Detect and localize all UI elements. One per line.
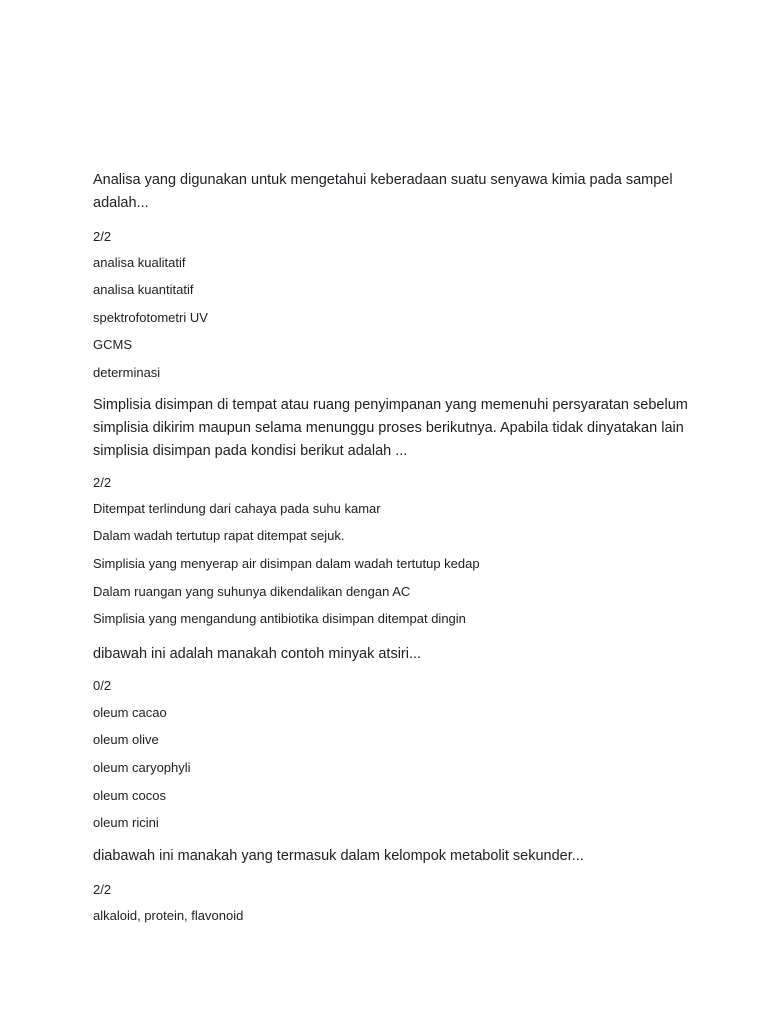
question-block [93,845,693,923]
answer-option: Simplisia yang mengandung antibiotika disimpan ditempat dingin [93,611,466,626]
answer-option: oleum caryophyli [93,760,191,775]
answer-option: spektrofotometri UV [93,310,208,325]
answer-option: oleum cocos [93,788,166,803]
question-score: 0/2 [93,678,112,693]
answer-option: GCMS [93,337,132,352]
answer-option: oleum olive [93,732,159,747]
question-score: 2/2 [93,229,112,244]
answer-option: analisa kualitatif [93,255,186,270]
answer-option: Dalam wadah tertutup rapat ditempat sejuk. [93,528,345,543]
question-block [93,169,693,380]
question-text: Analisa yang digunakan untuk mengetahui keberadaan suatu senyawa kimia pada sampel adalah... [93,172,673,211]
answer-option: Simplisia yang menyerap air disimpan dalam wadah tertutup kedap [93,556,480,571]
question-text: dibawah ini adalah manakah contoh minyak atsiri... [93,646,422,662]
question-score: 2/2 [93,882,112,897]
answer-option: alkaloid, protein, flavonoid [93,908,244,923]
answer-option: determinasi [93,365,161,380]
question-block [93,643,693,830]
question-block [93,394,693,626]
question-score: 2/2 [93,475,112,490]
answer-option: oleum ricini [93,815,159,830]
answer-option: analisa kuantitatif [93,282,194,297]
answer-option: Dalam ruangan yang suhunya dikendalikan dengan AC [93,584,411,599]
question-text: diabawah ini manakah yang termasuk dalam kelompok metabolit sekunder... [93,848,584,864]
answer-option: oleum cacao [93,705,167,720]
question-text: Simplisia disimpan di tempat atau ruang penyimpanan yang memenuhi persyaratan sebelum simplisia dikirim maupun selama menunggu proses berikutnya. Apabila tidak dinyatakan lain simplisia disimpan pada kondisi berikut adalah ... [93,397,688,459]
answer-option: Ditempat terlindung dari cahaya pada suhu kamar [93,501,381,516]
